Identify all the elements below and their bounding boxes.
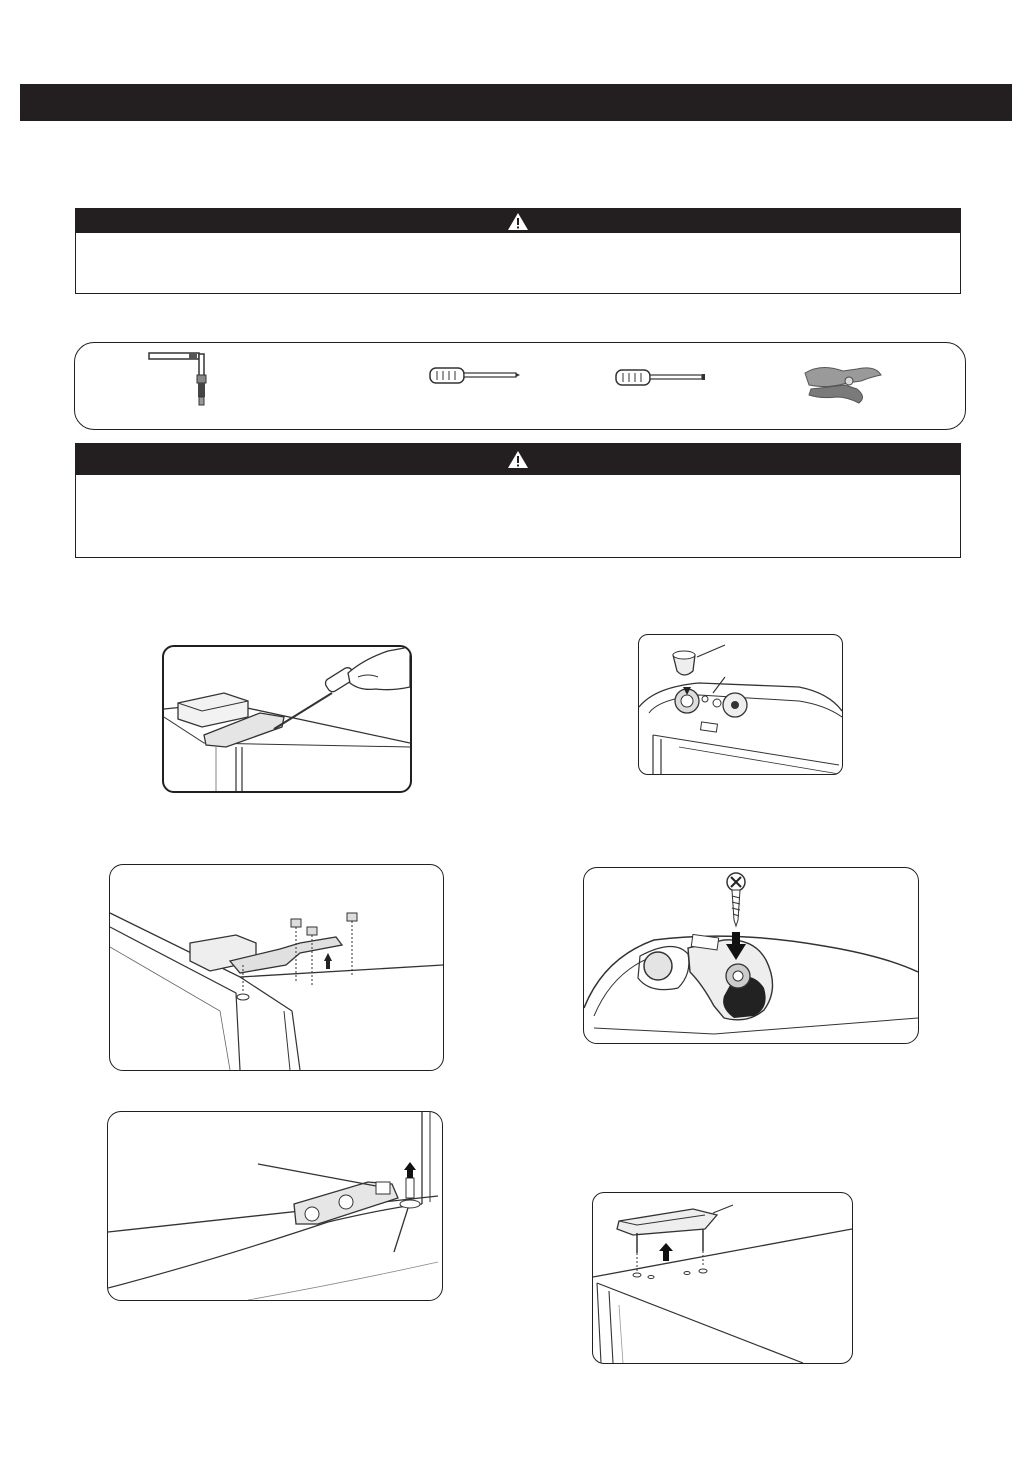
hinge-screw-illustration bbox=[584, 868, 918, 1043]
figure-hinge-hole-cap bbox=[638, 634, 843, 775]
caution-box-2 bbox=[75, 443, 961, 558]
caution-box-1 bbox=[75, 208, 961, 294]
figure-install-hinge-cover bbox=[592, 1192, 853, 1364]
tools-box bbox=[74, 342, 966, 430]
figure-lower-hinge bbox=[107, 1111, 443, 1301]
phillips-screwdriver-icon bbox=[429, 365, 521, 387]
warning-triangle-icon bbox=[507, 212, 529, 231]
flat-screwdriver-icon bbox=[615, 367, 707, 389]
warning-triangle-icon bbox=[507, 450, 529, 469]
pliers-icon bbox=[801, 359, 885, 407]
section-header-bar bbox=[20, 84, 1012, 121]
figure-remove-hinge-cover bbox=[162, 645, 412, 793]
figure-hinge-screw bbox=[583, 867, 919, 1044]
top-hinge-illustration bbox=[110, 865, 443, 1070]
lower-hinge-illustration bbox=[108, 1112, 442, 1300]
install-hinge-cover-illustration bbox=[593, 1193, 852, 1363]
figure-remove-top-hinge bbox=[109, 864, 444, 1071]
caution-box-1-header bbox=[76, 209, 960, 233]
hinge-hole-cap-illustration bbox=[639, 635, 842, 774]
socket-wrench-icon bbox=[147, 351, 207, 411]
caution-box-2-header bbox=[76, 444, 960, 475]
hinge-cover-illustration bbox=[164, 647, 410, 791]
